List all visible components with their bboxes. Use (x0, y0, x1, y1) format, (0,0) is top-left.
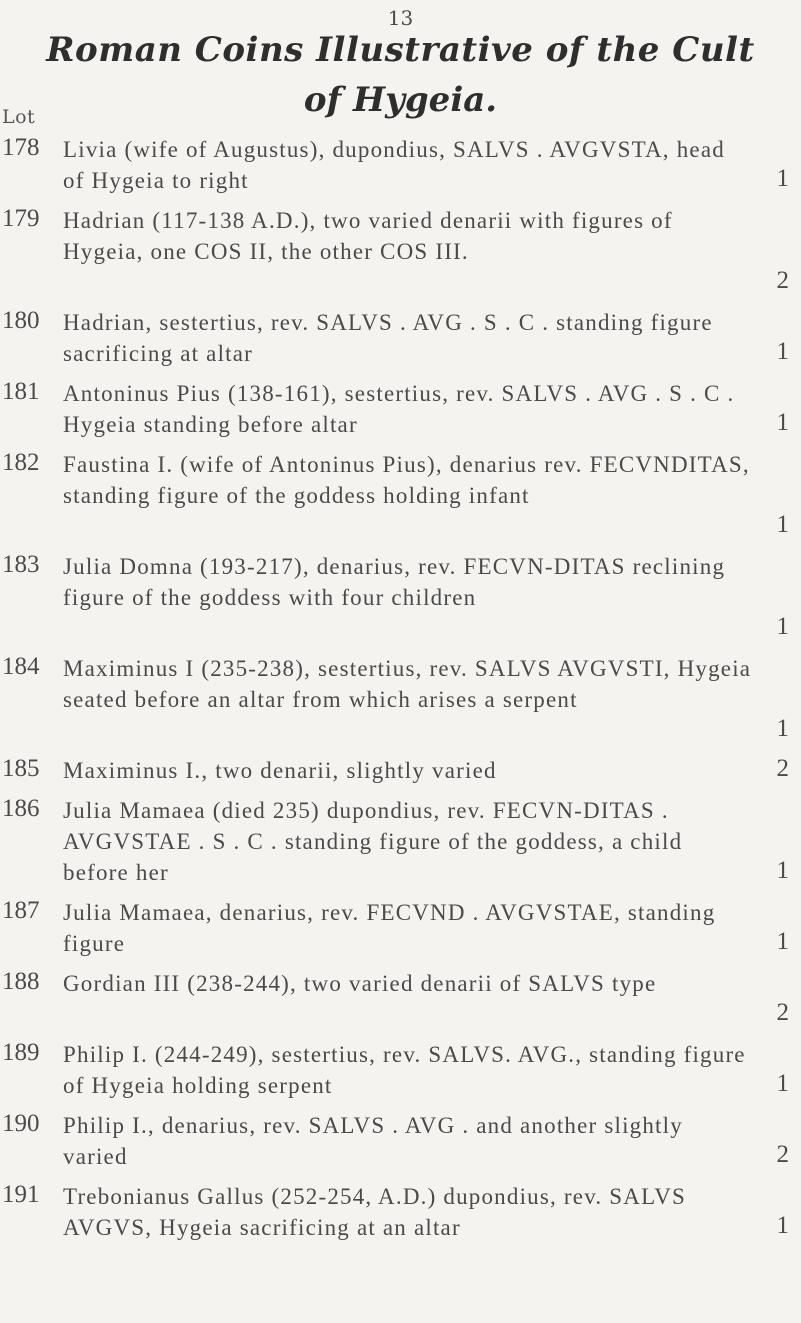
lot-description: Trebonianus Gallus (252-254, A.D.) dupondius, rev. SALVS AVGVS, Hygeia sacrificing at an altar (63, 1184, 687, 1240)
lot-quantity: 2 (776, 755, 789, 782)
lot-description: Philip I., denarius, rev. SALVS . AVG . and another slightly varied (63, 1113, 683, 1169)
lot-quantity: 1 (776, 1212, 789, 1239)
lot-description: Antoninus Pius (138-161), sestertius, rev. SALVS . AVG . S . C . Hygeia standing before altar (63, 381, 735, 437)
lot-quantity: 1 (776, 857, 789, 884)
lot-quantity: 1 (776, 409, 789, 436)
lot-quantity: 1 (776, 715, 789, 742)
lot-description: Maximinus I., two denarii, slightly varied (63, 758, 497, 783)
lot-column-header: Lot (2, 106, 36, 128)
lot-quantity: 1 (776, 1070, 789, 1097)
lot-number: 182 (2, 449, 40, 476)
lot-quantity: 2 (776, 999, 789, 1026)
lot-quantity: 1 (776, 165, 789, 192)
page-title-continued: of Hygeia. (303, 80, 498, 120)
lot-description: Livia (wife of Augustus), dupondius, SALVS . AVGVSTA, head of Hygeia to right (63, 137, 725, 193)
lot-number: 179 (2, 205, 40, 232)
lot-number: 191 (2, 1181, 40, 1208)
page-title: Roman Coins Illustrative of the Cult (46, 30, 755, 70)
lot-number: 184 (2, 653, 40, 680)
lot-description: Hadrian (117-138 A.D.), two varied denarii with figures of Hygeia, one COS II, the other COS III. (63, 208, 673, 264)
lot-number: 180 (2, 307, 40, 334)
lot-description: Faustina I. (wife of Antoninus Pius), denarius rev. FECVNDITAS, standing figure of the goddess holding infant (63, 452, 750, 508)
lot-quantity: 1 (776, 338, 789, 365)
page-number: 13 (387, 6, 414, 30)
lot-description: Philip I. (244-249), sestertius, rev. SALVS. AVG., standing figure of Hygeia holding serpent (63, 1042, 746, 1098)
lot-description: Julia Mamaea, denarius, rev. FECVND . AVGVSTAE, standing figure (63, 900, 716, 956)
lot-number: 190 (2, 1110, 40, 1137)
lot-description: Julia Domna (193-217), denarius, rev. FECVN-DITAS reclining figure of the goddess with four children (63, 554, 726, 610)
lot-quantity: 2 (776, 1141, 789, 1168)
lot-description: Gordian III (238-244), two varied denarii of SALVS type (63, 971, 657, 996)
lot-number: 187 (2, 897, 40, 924)
lot-description: Hadrian, sestertius, rev. SALVS . AVG . S . C . standing figure sacrificing at altar (63, 310, 713, 366)
lot-number: 188 (2, 968, 40, 995)
lot-quantity: 1 (776, 928, 789, 955)
lot-quantity: 2 (776, 267, 789, 294)
lot-number: 183 (2, 551, 40, 578)
lot-number: 186 (2, 795, 40, 822)
lot-number: 178 (2, 134, 40, 161)
lot-description: Maximinus I (235-238), sestertius, rev. SALVS AVGVSTI, Hygeia seated before an altar from which arises a serpent (63, 656, 752, 712)
lot-number: 181 (2, 378, 40, 405)
lot-number: 189 (2, 1039, 40, 1066)
lot-quantity: 1 (776, 511, 789, 538)
lot-quantity: 1 (776, 613, 789, 640)
lot-number: 185 (2, 755, 40, 782)
lot-description: Julia Mamaea (died 235) dupondius, rev. FECVN-DITAS . AVGVSTAE . S . C . standing figure of the goddess, a child before her (63, 798, 683, 885)
